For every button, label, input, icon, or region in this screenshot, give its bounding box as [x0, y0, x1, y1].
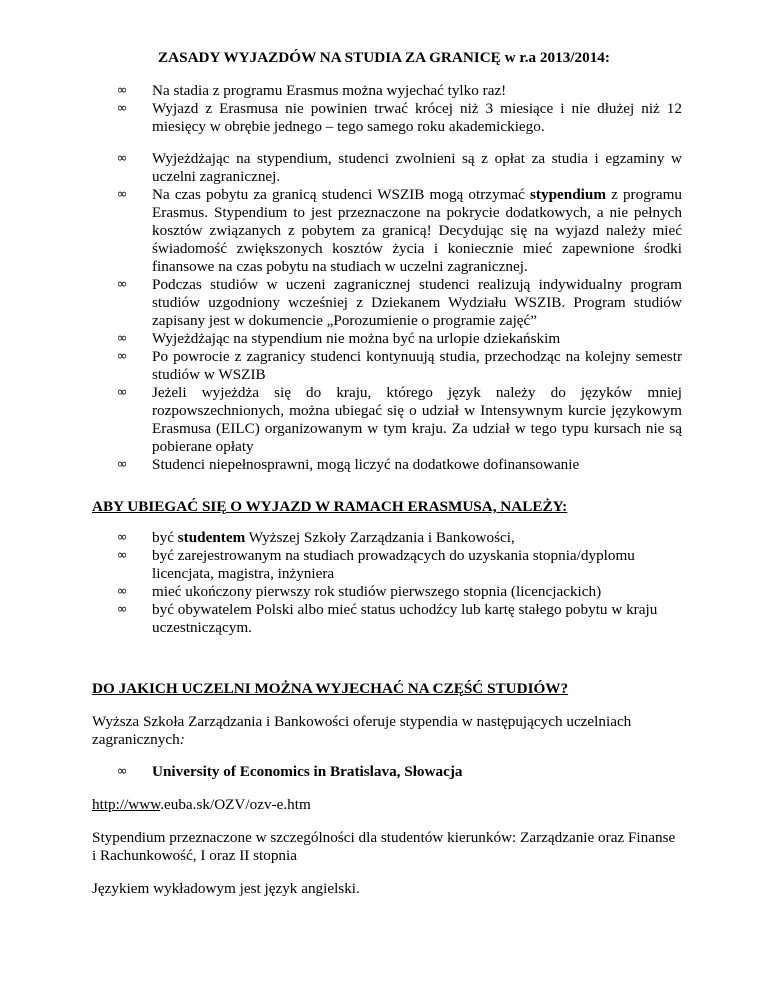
bullet-icon: ∞ — [116, 385, 128, 400]
list-item: ∞ być studentem Wyższej Szkoły Zarządzania i Bankowości, — [112, 529, 682, 547]
bold-term: stypendium — [530, 186, 606, 203]
university-link[interactable]: http://www — [92, 796, 161, 813]
bullet-icon: ∞ — [116, 349, 128, 364]
rules-list-1 — [112, 82, 682, 136]
list-item — [112, 763, 682, 781]
list-item: ∞ Po powrocie z zagranicy studenci kontynuują studia, przechodząc na kolejny semestr studiów w WSZIB — [112, 348, 682, 384]
bullet-icon: ∞ — [116, 101, 128, 116]
list-item: ∞ Wyjeżdżając na stypendium nie można być na urlopie dziekańskim — [112, 330, 682, 348]
intro-paragraph: Wyższa Szkoła Zarządzania i Bankowości oferuje stypendia w następujących uczelniach zagranicznych: — [92, 713, 632, 748]
section-heading-universities: DO JAKICH UCZELNI MOŻNA WYJECHAĆ NA CZĘŚĆ STUDIÓW? — [92, 680, 569, 697]
stipend-note: Stypendium przeznaczone w szczególności dla studentów kierunków: Zarządzanie oraz Finanse i Rachunkowość, I oraz II stopnia — [92, 829, 676, 864]
list-item: ∞ Wyjazd z Erasmusa nie powinien trwać krócej niż 3 miesiące i nie dłużej niż 12 miesięcy w obrębie jednego – tego samego roku akademickiego. — [112, 100, 682, 136]
list-item: ∞ być zarejestrowanym na studiach prowadzących do uzyskania stopnia/dyplomu licencjata, magistra, inżyniera — [112, 547, 682, 583]
list-item: ∞ Wyjeżdżając na stypendium, studenci zwolnieni są z opłat za studia i egzaminy w uczelni zagranicznej. — [112, 150, 682, 186]
university-name: University of Economics in Bratislava, Słowacja — [152, 763, 463, 780]
list-item: ∞ Na czas pobytu za granicą studenci WSZIB mogą otrzymać stypendium z programu Erasmus. Stypendium to jest przeznaczone na pokrycie dodatkowych, a nie pełnych kosztów związanych z pobytem za granicą! Decydując się na wyjazd należy mieć świadomość zwiększonych kosztów życia i koniecznie mieć zapewnione środki finansowe na czas pobytu na studiach w uczelni zagranicznej. — [112, 186, 682, 276]
section-heading-requirements: ABY UBIEGAĆ SIĘ O WYJAZD W RAMACH ERASMUSA, NALEŻY: — [92, 498, 568, 515]
list-item: ∞ być obywatelem Polski albo mieć status uchodźcy lub kartę stałego pobytu w kraju uczestniczącym. — [112, 601, 682, 637]
list-item: ∞ Na stadia z programu Erasmus można wyjechać tylko raz! — [112, 82, 682, 100]
bullet-icon: ∞ — [116, 457, 128, 472]
requirements-list — [112, 529, 682, 637]
list-item: ∞ mieć ukończony pierwszy rok studiów pierwszego stopnia (licencjackich) — [112, 583, 682, 601]
university-link-line: http://www.euba.sk/OZV/ozv-e.htm — [92, 796, 311, 813]
page-title: ZASADY WYJAZDÓW NA STUDIA ZA GRANICĘ w r.a 2013/2014: — [158, 49, 610, 66]
list-item: ∞ Studenci niepełnosprawni, mogą liczyć na dodatkowe dofinansowanie — [112, 456, 682, 474]
bullet-icon: ∞ — [116, 584, 128, 599]
bullet-icon: ∞ — [116, 331, 128, 346]
universities-list — [112, 763, 682, 781]
bullet-icon: ∞ — [116, 277, 128, 292]
language-note: Językiem wykładowym jest język angielski. — [92, 880, 360, 897]
rules-list-2 — [112, 150, 682, 474]
bullet-icon: ∞ — [116, 83, 128, 98]
bold-term: studentem — [177, 529, 246, 546]
list-item: ∞ Podczas studiów w uczeni zagranicznej studenci realizują indywidualny program studiów uzgodniony wcześniej z Dziekanem Wydziału WSZIB. Program studiów zapisany jest w dokumencie „Porozumienie o programie zajęć” — [112, 276, 682, 330]
bullet-icon: ∞ — [116, 151, 128, 166]
bullet-icon: ∞ — [116, 548, 128, 563]
bullet-icon: ∞ — [116, 602, 128, 617]
bullet-icon: ∞ — [116, 187, 128, 202]
list-item: ∞ Jeżeli wyjeżdża się do kraju, którego język należy do języków mniej rozpowszechnionych, można ubiegać się o udział w Intensywnym kurcie językowym Erasmusa (EILC) organizowanym w tym kraju. Za udział w tego typu kursach nie są pobierane opłaty — [112, 384, 682, 456]
bullet-icon: ∞ — [116, 764, 128, 779]
bullet-icon: ∞ — [116, 530, 128, 545]
